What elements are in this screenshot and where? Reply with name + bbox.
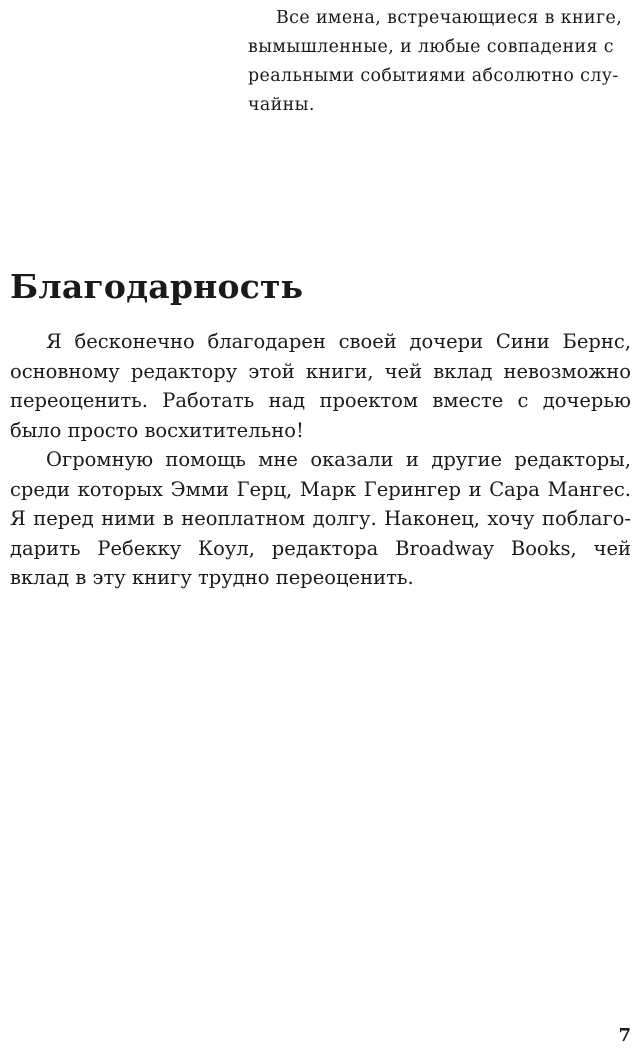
disclaimer-line: Все имена, встречающиеся в книге, bbox=[276, 8, 623, 28]
disclaimer-line: реальными событиями абсолютно слу- bbox=[248, 66, 619, 86]
disclaimer-note bbox=[248, 4, 631, 120]
text-line: было просто восхитительно! bbox=[10, 418, 304, 442]
text-line: среди которых Эмми Герц, Марк Герингер и Сара Мангес. bbox=[10, 477, 631, 501]
text-line: вклад в эту книгу трудно переоценить. bbox=[10, 566, 414, 589]
page-number: 7 bbox=[618, 1025, 631, 1046]
acknowledgements-body bbox=[10, 327, 631, 593]
text-line: Я бесконечно благодарен своей дочери Сини Бернс, bbox=[46, 330, 631, 353]
disclaimer-line: чайны. bbox=[248, 95, 315, 115]
text-line: Огромную помощь мне оказали и другие редакторы, bbox=[46, 448, 631, 471]
paragraph-1 bbox=[10, 327, 631, 445]
text-line: Я перед ними в неоплатном долгу. Наконец, хочу поблаго- bbox=[10, 507, 631, 530]
text-line: переоценить. Работать над проектом вместе с дочерью bbox=[10, 389, 631, 412]
text-line: основному редактору этой книги, чей вклад невозможно bbox=[10, 359, 631, 383]
section-heading: Благодарность bbox=[10, 267, 304, 306]
text-line: дарить Ребекку Коул, редактора Broadway Books, чей bbox=[10, 536, 631, 560]
paragraph-2 bbox=[10, 445, 631, 593]
disclaimer-line: вымышленные, и любые совпадения с bbox=[248, 37, 614, 57]
